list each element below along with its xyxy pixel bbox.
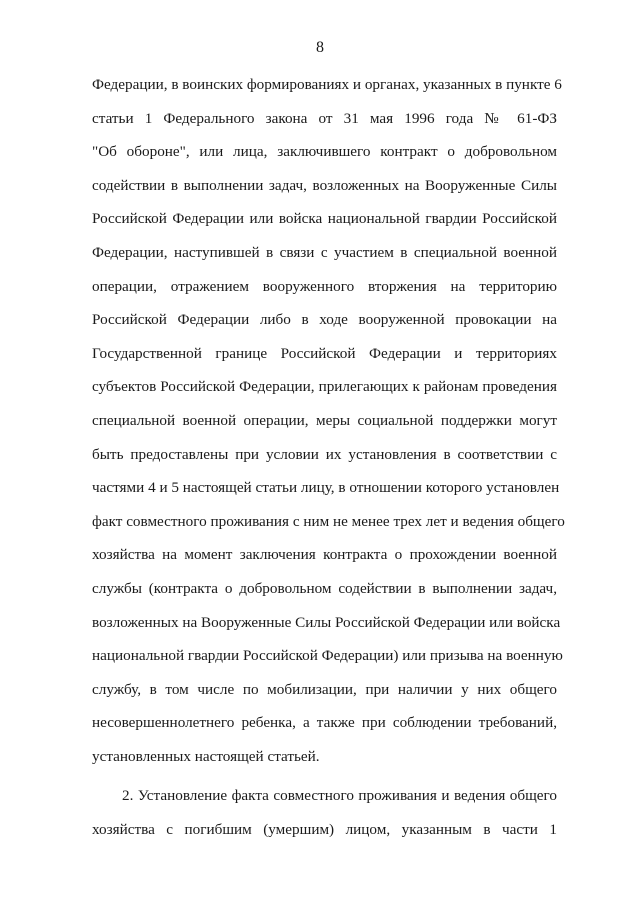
text-line: операции, отражением вооруженного вторжения на территорию: [92, 277, 557, 295]
text-line: хозяйства на момент заключения контракта о прохождении военной: [92, 546, 557, 564]
text-line: национальной гвардии Российской Федерации) или призыва на военную: [92, 647, 563, 665]
text-line: хозяйства с погибшим (умершим) лицом, указанным в части 1: [92, 821, 557, 839]
text-line: специальной военной операции, меры социальной поддержки могут: [92, 411, 557, 429]
page-number: 8: [316, 39, 324, 56]
text-line: Федерации, наступившей в связи с участием в специальной военной: [92, 243, 557, 261]
text-line: Российской Федерации или войска национальной гвардии Российской: [92, 210, 557, 228]
text-line: "Об обороне", или лица, заключившего контракт о добровольном: [92, 143, 557, 161]
text-line: Государственной границе Российской Федерации и территориях: [92, 344, 557, 362]
text-line: установленных настоящей статьей.: [92, 747, 320, 765]
text-line: Российской Федерации либо в ходе вооруженной провокации на: [92, 311, 557, 329]
text-line: службу, в том числе по мобилизации, при наличии у них общего: [92, 680, 557, 698]
text-line: факт совместного проживания с ним не менее трех лет и ведения общего: [92, 512, 565, 530]
text-line: несовершеннолетнего ребенка, а также при соблюдении требований,: [92, 714, 557, 732]
text-line: возложенных на Вооруженные Силы Российской Федерации или войска: [92, 613, 561, 631]
body-text: [92, 68, 565, 847]
text-line: частями 4 и 5 настоящей статьи лицу, в отношении которого установлен: [92, 479, 560, 497]
text-line: субъектов Российской Федерации, прилегающих к районам проведения: [92, 378, 557, 396]
text-line: статьи 1 Федерального закона от 31 мая 1996 года № 61-ФЗ: [92, 109, 557, 127]
text-line: службы (контракта о добровольном содействии в выполнении задач,: [92, 579, 557, 597]
text-line: Федерации, в воинских формированиях и органах, указанных в пункте 6: [92, 76, 562, 93]
text-line: 2. Установление факта совместного проживания и ведения общего: [122, 787, 557, 805]
text-line: быть предоставлены при условии их установления в соответствии с: [92, 445, 557, 463]
text-line: содействии в выполнении задач, возложенных на Вооруженные Силы: [92, 176, 557, 194]
